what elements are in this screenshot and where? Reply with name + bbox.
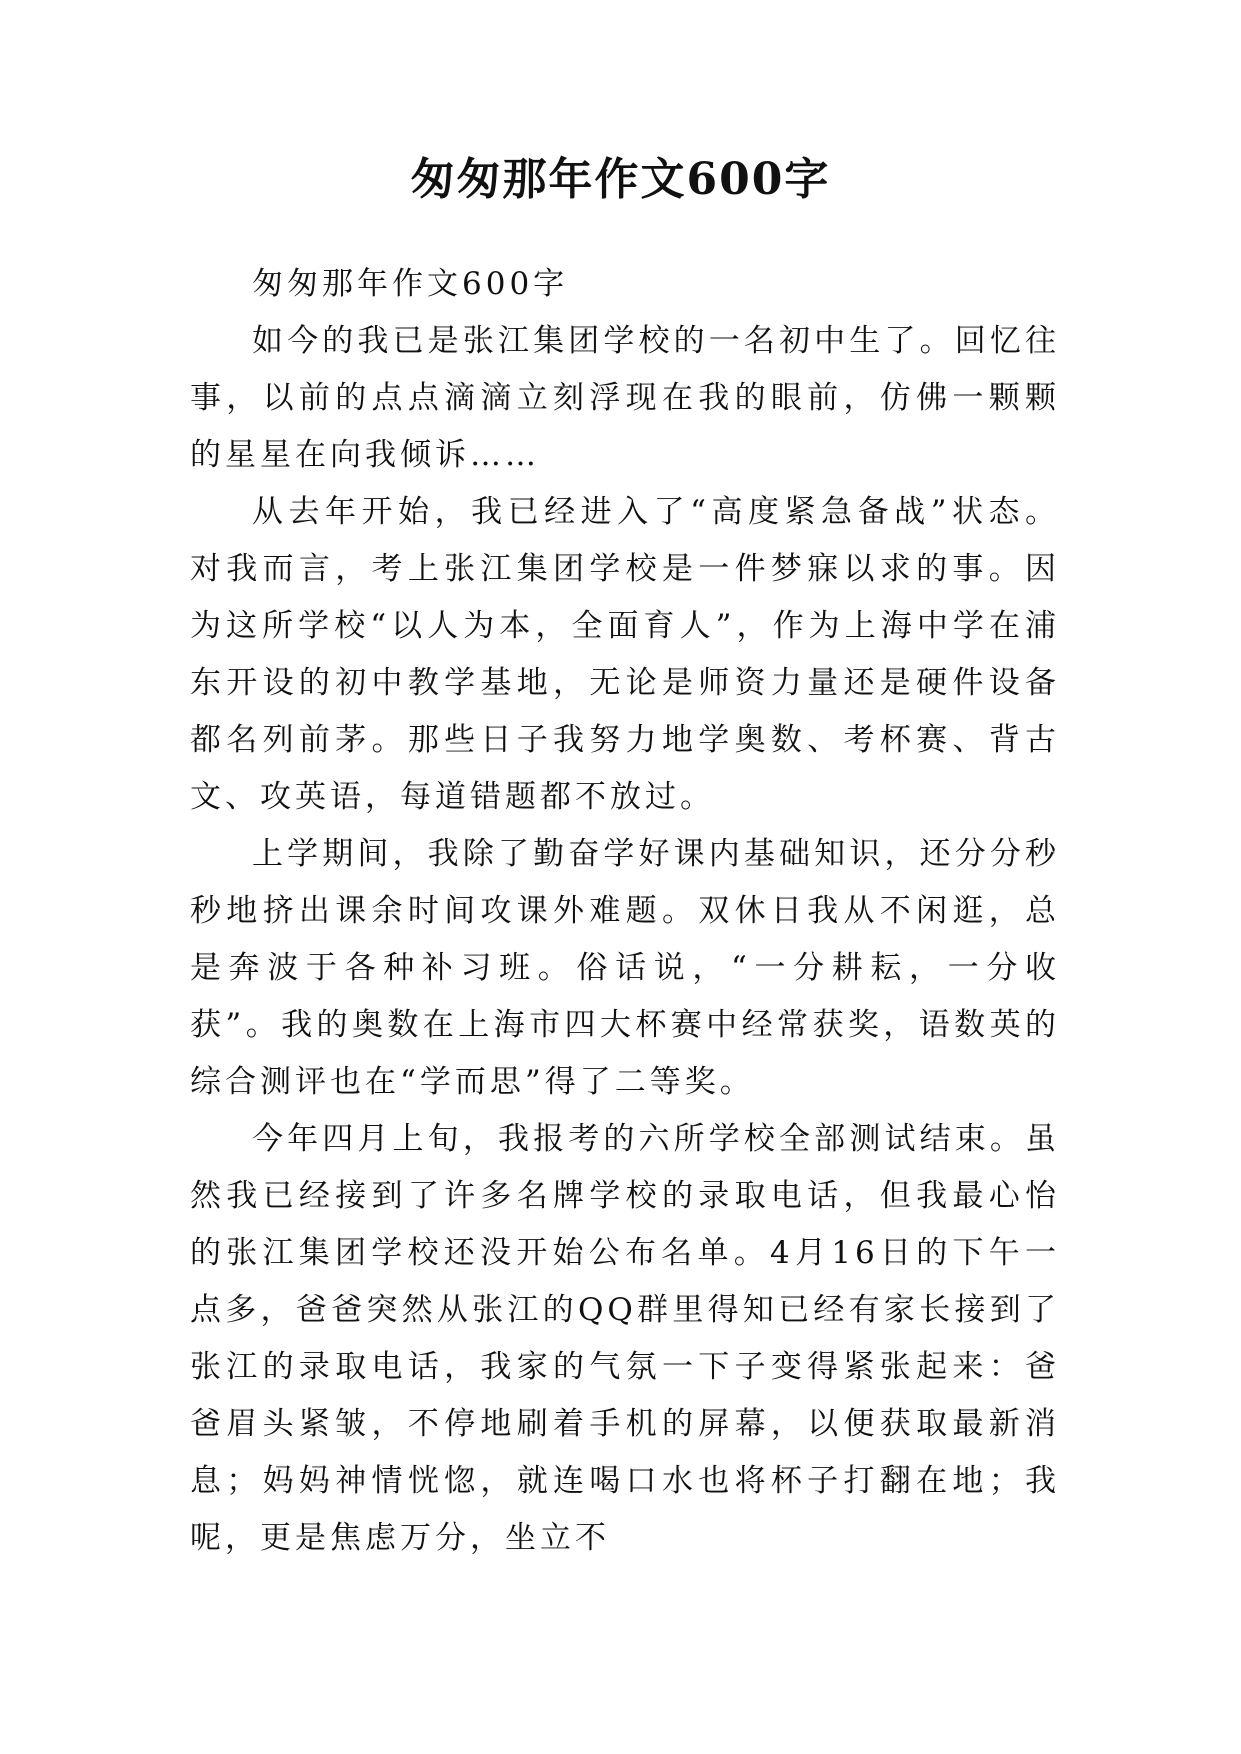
document-body: [190, 256, 1060, 1567]
document-title: 匆匆那年作文600字: [410, 154, 831, 205]
paragraph: 从去年开始，我已经进入了“高度紧急备战”状态。对我而言，考上张江集团学校是一件梦寐以求的事。因为这所学校“以人为本，全面育人”，作为上海中学在浦东开设的初中教学基地，无论是师资力量还是硬件设备都名列前茅。那些日子我努力地学奥数、考杯赛、背古文、攻英语，每道错题都不放过。: [190, 494, 1060, 815]
paragraph: 上学期间，我除了勤奋学好课内基础知识，还分分秒秒地挤出课余时间攻课外难题。双休日我从不闲逛，总是奔波于各种补习班。俗话说，“一分耕耘，一分收获”。我的奥数在上海市四大杯赛中经常获奖，语数英的综合测评也在“学而思”得了二等奖。: [190, 836, 1060, 1100]
paragraph-subtitle: 匆匆那年作文600字: [252, 266, 569, 302]
paragraph: 今年四月上旬，我报考的六所学校全部测试结束。虽然我已经接到了许多名牌学校的录取电话，但我最心怡的张江集团学校还没开始公布名单。4月16日的下午一点多，爸爸突然从张江的QQ群里得知已经有家长接到了张江的录取电话，我家的气氛一下子变得紧张起来：爸爸眉头紧皱，不停地刷着手机的屏幕，以便获取最新消息；妈妈神情恍惚，就连喝口水也将杯子打翻在地；我呢，更是焦虑万分，坐立不: [190, 1121, 1060, 1556]
paragraph: 如今的我已是张江集团学校的一名初中生了。回忆往事，以前的点点滴滴立刻浮现在我的眼前，仿佛一颗颗的星星在向我倾诉……: [190, 323, 1060, 473]
